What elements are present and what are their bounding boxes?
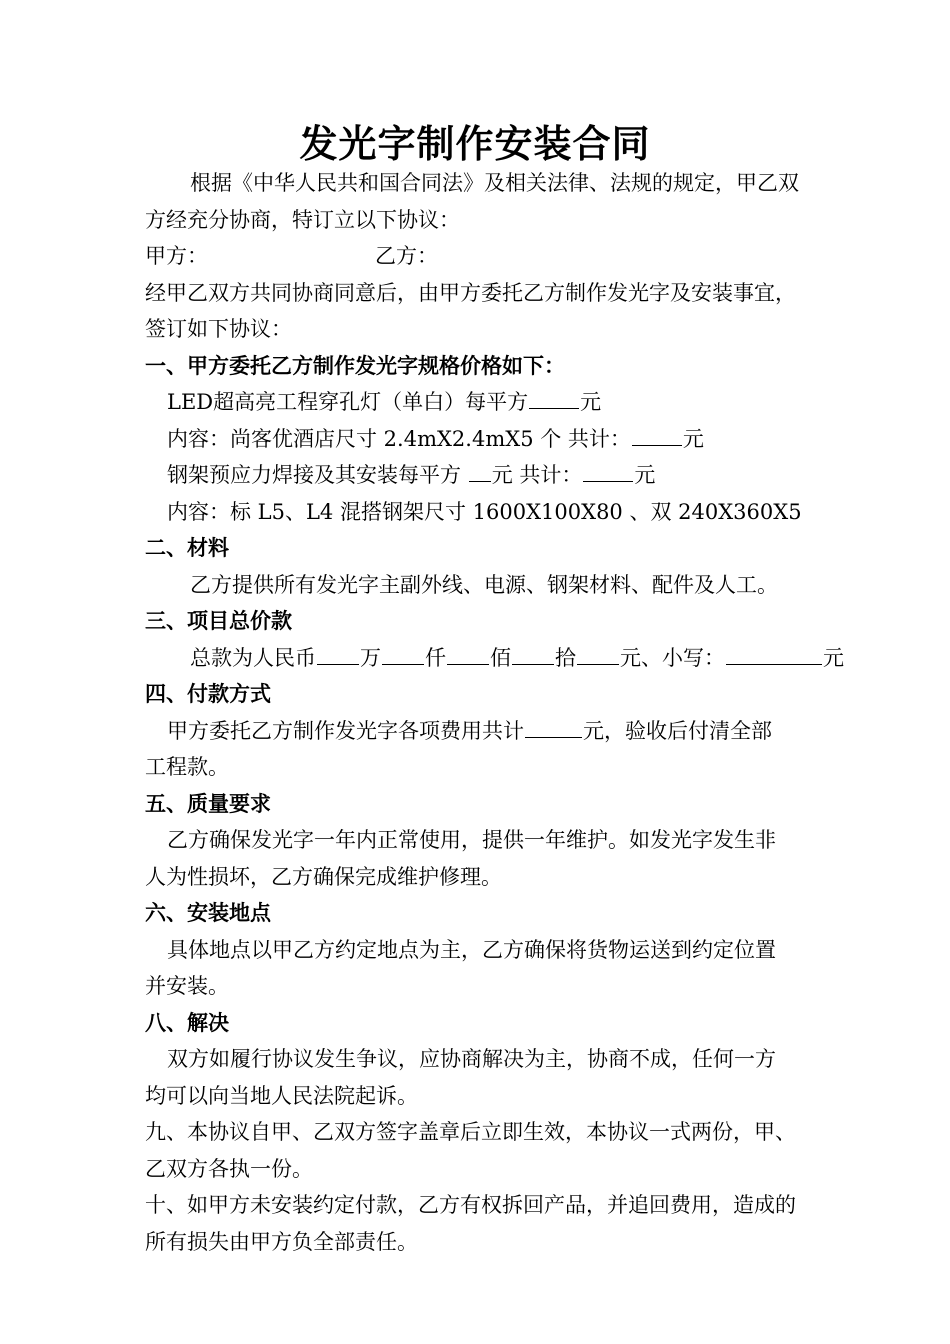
section-8-heading: 八、解决 (145, 1010, 229, 1035)
preamble-line-1: 经甲乙双方共同协商同意后，由甲方委托乙方制作发光字及安装事宜， (145, 281, 796, 305)
section-1-item-3 (167, 460, 655, 490)
intro-line-1: 根据《中华人民共和国合同法》及相关法律、法规的规定，甲乙双 (190, 171, 799, 195)
item-2-unit: 元 (682, 427, 704, 451)
qian-label: 仟 (425, 646, 446, 670)
section-10-line-2: 所有损失由甲方负全部责任。 (145, 1230, 418, 1254)
section-5-heading: 五、质量要求 (145, 791, 271, 816)
item-3-mid: 元 共计： (491, 463, 583, 487)
section-6-line-2: 并安装。 (145, 974, 229, 998)
section-2-body: 乙方提供所有发光字主副外线、电源、钢架材料、配件及人工。 (190, 573, 778, 597)
section-4-line-1 (167, 716, 772, 746)
yuan-small-label: 元、小写： (620, 646, 725, 670)
section-8-line-2: 均可以向当地人民法院起诉。 (145, 1084, 418, 1108)
item-3-text: 钢架预应力焊接及其安装每平方 (167, 463, 468, 487)
party-b-label: 乙方： (375, 244, 438, 268)
item-2-text: 内容：尚客优酒店尺寸 2.4mX2.4mX5 个 共计： (167, 427, 631, 451)
wan-blank (317, 644, 359, 665)
payment-prefix: 甲方委托乙方制作发光字各项费用共计 (167, 719, 524, 743)
yuan-end-label: 元 (823, 646, 844, 670)
document-title: 发光字制作安装合同 (299, 121, 651, 166)
section-10-line-1: 十、如甲方未安装约定付款，乙方有权拆回产品，并追回费用，造成的 (145, 1193, 796, 1217)
section-9-line-2: 乙双方各执一份。 (145, 1157, 313, 1181)
section-1-item-4: 内容：标 L5、L4 混搭钢架尺寸 1600X100X80 、双 240X360X5 (167, 500, 802, 524)
section-9-line-1: 九、本协议自甲、乙双方签字盖章后立即生效，本协议一式两份，甲、 (145, 1120, 796, 1144)
item-2-total-blank (632, 425, 682, 446)
bai-blank (447, 644, 489, 665)
item-3-price-blank (469, 461, 491, 482)
item-1-text: LED超高亮工程穿孔灯（单白）每平方 (167, 390, 529, 414)
payment-total-blank (525, 717, 582, 738)
section-3-heading: 三、项目总价款 (145, 608, 292, 633)
section-6-line-1: 具体地点以甲乙方约定地点为主，乙方确保将货物运送到约定位置 (167, 938, 776, 962)
wan-label: 万 (360, 646, 381, 670)
section-3-amount (190, 643, 844, 673)
section-5-line-2: 人为性损坏，乙方确保完成维护修理。 (145, 865, 502, 889)
payment-suffix: 元，验收后付清全部 (583, 719, 772, 743)
party-a-label: 甲方： (145, 244, 208, 268)
section-6-heading: 六、安装地点 (145, 900, 271, 925)
item-1-unit: 元 (580, 390, 602, 414)
item-3-total-blank (583, 461, 633, 482)
bai-label: 佰 (490, 646, 511, 670)
shi-blank (512, 644, 554, 665)
amount-prefix: 总款为人民币 (190, 646, 316, 670)
section-4-line-2: 工程款。 (145, 755, 229, 779)
shi-label: 拾 (555, 646, 576, 670)
section-1-item-2 (167, 424, 704, 454)
small-amount-blank (726, 644, 822, 665)
section-1-item-1 (167, 387, 601, 417)
section-2-heading: 二、材料 (145, 535, 229, 560)
section-5-line-1: 乙方确保发光字一年内正常使用，提供一年维护。如发光字发生非 (167, 828, 776, 852)
section-8-line-1: 双方如履行协议发生争议，应协商解决为主，协商不成，任何一方 (167, 1047, 776, 1071)
qian-blank (382, 644, 424, 665)
preamble-line-2: 签订如下协议： (145, 317, 292, 341)
yuan-blank (577, 644, 619, 665)
section-4-heading: 四、付款方式 (145, 681, 271, 706)
item-1-price-blank (529, 388, 579, 409)
section-1-heading: 一、甲方委托乙方制作发光字规格价格如下： (145, 353, 565, 378)
intro-line-2: 方经充分协商，特订立以下协议： (145, 208, 460, 232)
item-3-unit: 元 (634, 463, 656, 487)
